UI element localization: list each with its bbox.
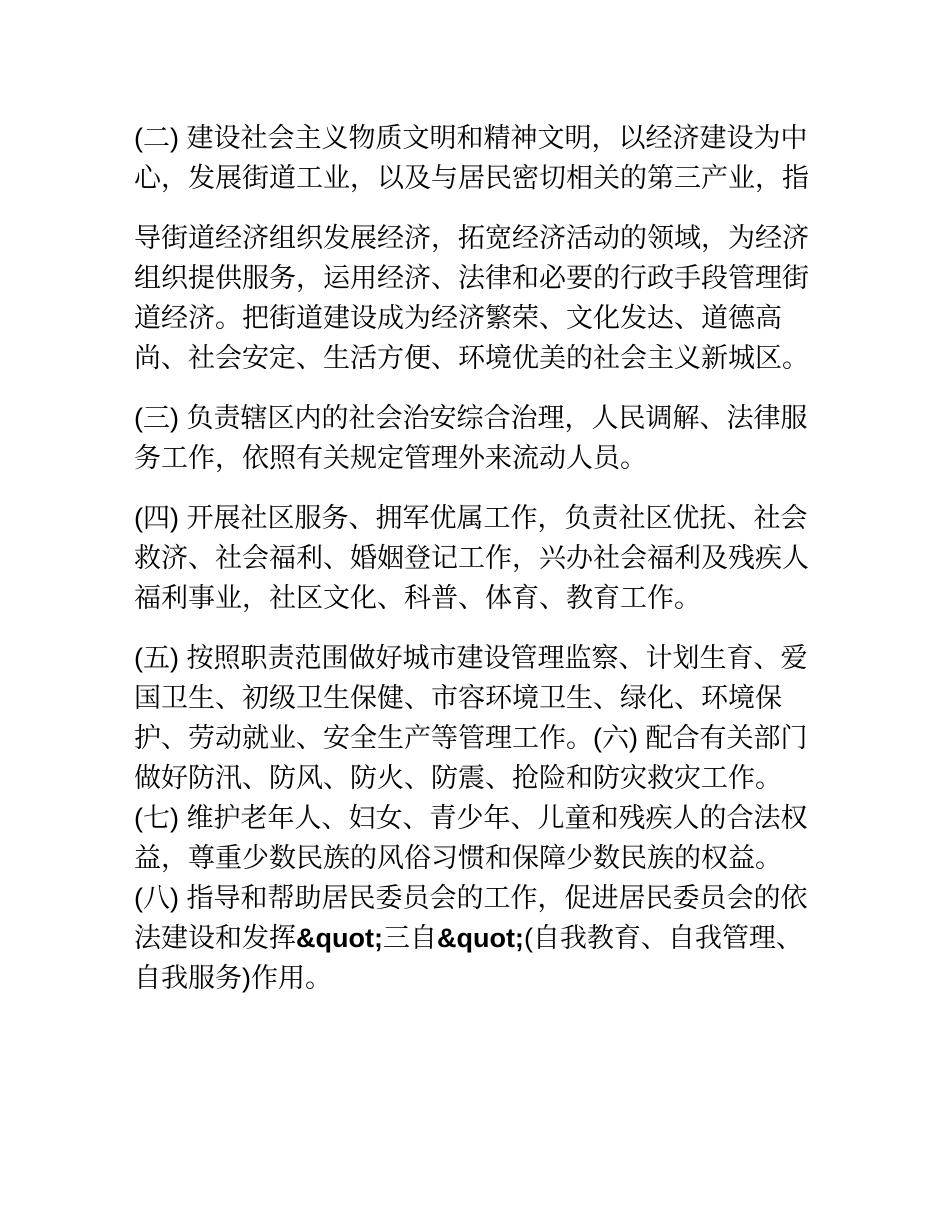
paragraph-section-2 bbox=[134, 118, 814, 198]
paragraph-text: (五) 按照职责范围做好城市建设管理监察、计划生育、爱国卫生、初级卫生保健、市容环境卫生、绿化、环境保护、劳动就业、安全生产等管理工作。(六) 配合有关部门做好防汛、防风、防火、防震、抢险和防灾救灾工作。 (七) 维护老年人、妇女、青少年、儿童和残疾人的合法权益，尊重少数民族的风俗习惯和保障少数民族的权益。 (八) 指导和帮助居民委员会的工作，促进居民委员会的依法建设和发挥 bbox=[134, 643, 808, 953]
document-content bbox=[134, 118, 814, 998]
paragraph-text: (四) 开展社区服务、拥军优属工作，负责社区优抚、社会救济、社会福利、婚姻登记工作，兴办社会福利及残疾人福利事业，社区文化、科普、体育、教育工作。 bbox=[134, 503, 809, 613]
paragraph-text: (自我教育、自我管理、自我服务)作用。 bbox=[134, 923, 803, 993]
paragraph-section-4 bbox=[134, 498, 814, 618]
paragraph-section-3 bbox=[134, 398, 814, 478]
paragraph-text: (三) 负责辖区内的社会治安综合治理，人民调解、法律服务工作，依照有关规定管理外来流动人员。 bbox=[134, 403, 808, 473]
paragraph-text: 三自 bbox=[382, 923, 437, 953]
paragraph-section-2-continued bbox=[134, 218, 814, 378]
paragraph-text: (二) 建设社会主义物质文明和精神文明，以经济建设为中心，发展街道工业，以及与居民密切相关的第三产业，指 bbox=[134, 123, 809, 193]
html-entity-quot-text: &quot; bbox=[296, 923, 383, 953]
paragraph-sections-5-to-8 bbox=[134, 638, 814, 998]
paragraph-text: 导街道经济组织发展经济，拓宽经济活动的领域，为经济组织提供服务，运用经济、法律和必要的行政手段管理街道经济。把街道建设成为经济繁荣、文化发达、道德高尚、社会安定、生活方便、环境优美的社会主义新城区。 bbox=[134, 223, 809, 373]
html-entity-quot-text: &quot; bbox=[436, 923, 524, 953]
